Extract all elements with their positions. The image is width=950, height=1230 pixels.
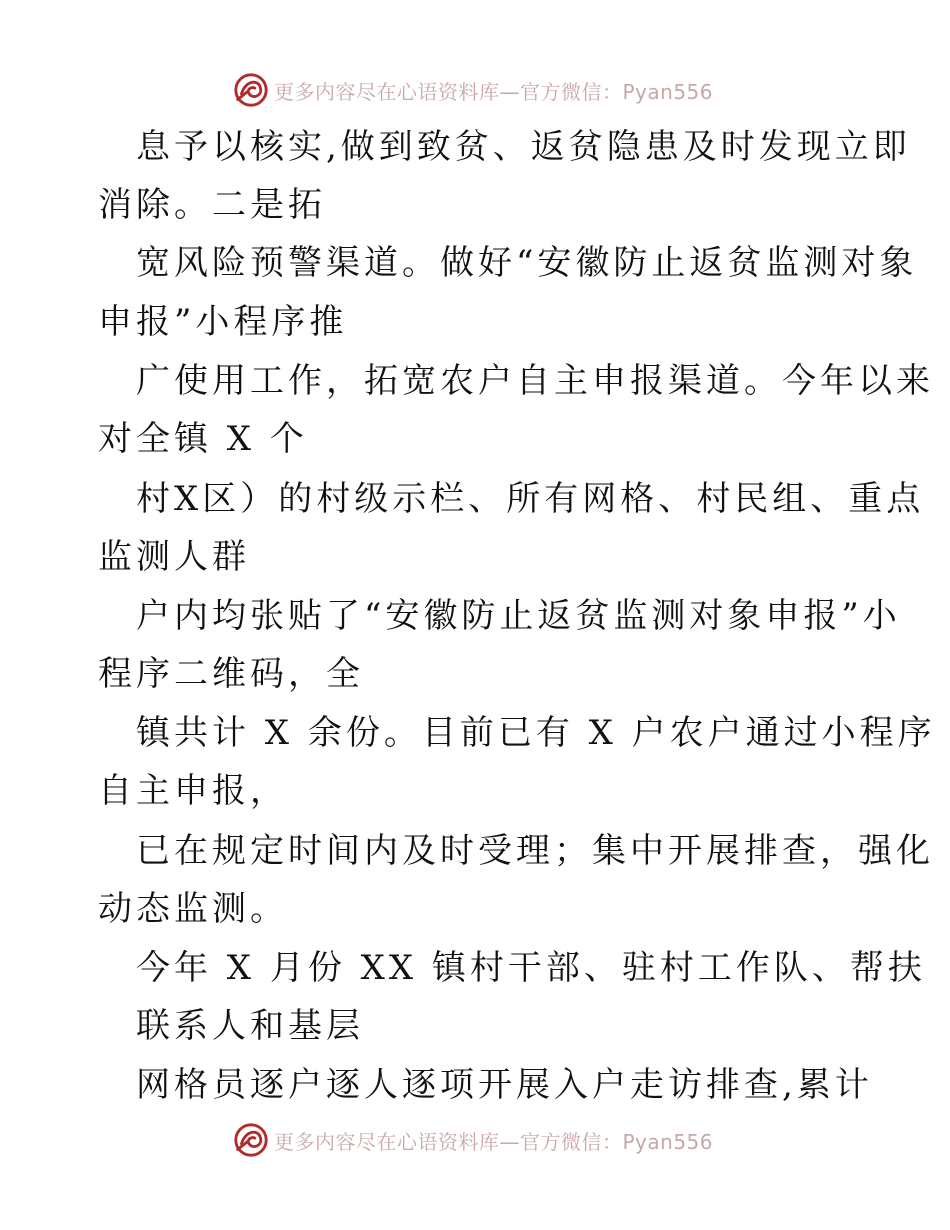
text-line: 申报”小程序推 [98,302,348,342]
text-line: 监测人群 [98,537,250,577]
text-line: 息予以核实,做到致贫、返贫隐患及时发现立即 [136,127,911,167]
swirl-logo-icon [232,71,270,109]
text-line: 消除。二是拓 [98,185,326,225]
text-line: 已在规定时间内及时受理；集中开展排查，强化 [136,831,934,871]
header-watermark-text: 更多内容尽在心语资料库—官方微信：Pyan556 [274,79,714,104]
text-line: 自主申报， [98,771,288,811]
text-line: 网格员逐户逐人逐项开展入户走访排查,累计 [136,1065,873,1105]
text-line: 村X区）的村级示栏、所有网格、村民组、重点 [136,479,925,519]
text-line: 今年 X 月份 XX 镇村干部、驻村工作队、帮扶 [136,948,926,988]
text-line: 动态监测。 [98,889,288,929]
text-line: 宽风险预警渠道。做好“安徽防止返贫监测对象 [136,243,918,283]
footer-watermark-banner [232,1120,713,1160]
text-line: 镇共计 X 余份。目前已有 X 户农户通过小程序 [136,713,936,753]
header-watermark-banner [232,70,713,110]
text-line: 程序二维码，全 [98,654,364,694]
footer-watermark-text: 更多内容尽在心语资料库—官方微信：Pyan556 [274,1129,714,1154]
text-line: 对全镇 X 个 [98,419,308,459]
text-line: 广使用工作，拓宽农户自主申报渠道。今年以来 [136,361,934,401]
text-line: 户内均张贴了“安徽防止返贫监测对象申报”小 [136,596,901,636]
swirl-logo-icon [232,1121,270,1159]
text-line: 联系人和基层 [136,1006,364,1046]
